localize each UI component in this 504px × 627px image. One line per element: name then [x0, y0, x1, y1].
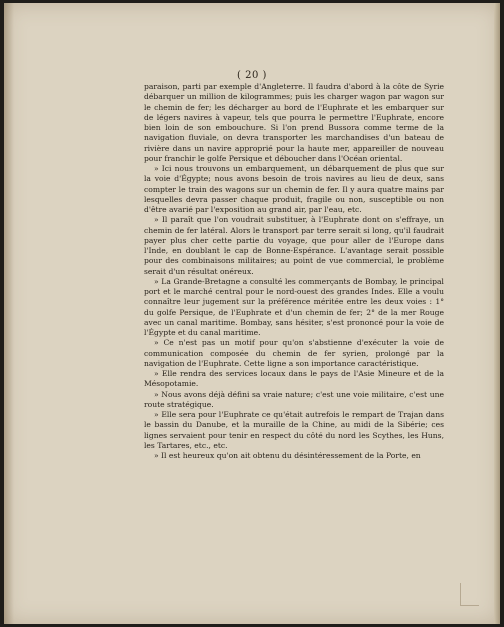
paragraph: » Ici nous trouvons un embarquement, un débarquement de plus que sur la voie d'Égypte; nous avons besoin de trois navires au lieu de deux, sans compter le train des wagons sur un chemin de fer. Il y aura quatre mains par lesquelles devra passer chaque produit, fragile ou non, susceptible ou non d'être avarié par l'exposition au grand air, par l'eau, etc. [144, 164, 444, 214]
body-text [144, 82, 444, 461]
page-edge [494, 3, 500, 624]
paragraph: paraison, parti par exemple d'Angleterre. Il faudra d'abord à la côte de Syrie débarquer un million de kilogrammes; puis les charger wagon par wagon sur le chemin de fer; les décharger au bord de l'Euphrate et les embarquer sur de légers navires à vapeur, tels que pourra le permettre l'Euphrate, encore bien loin de son embouchure. Si l'on prend Bussora comme terme de la navigation fluviale, on devra transporter les marchandises d'un bateau de rivière dans un navire approprié pour la haute mer, appareiller de nouveau pour franchir le golfe Persique et déboucher dans l'Océan oriental. [144, 82, 444, 163]
binding-shadow [4, 3, 14, 624]
paragraph: » Nous avons déjà défini sa vraie nature; c'est une voie militaire, c'est une route stratégique. [144, 389, 444, 409]
page-number: ( 20 ) [237, 70, 267, 81]
paragraph: » Elle sera pour l'Euphrate ce qu'était autrefois le rempart de Trajan dans le bassin du Danube, et la muraille de la Chine, au midi de la Sibérie; ces lignes servaient pour tenir en respect du côté du nord les Scythes, les Huns, les Tartares, etc., etc. [144, 410, 444, 450]
paragraph: » La Grande-Bretagne a consulté les commerçants de Bombay, le principal port et le marché central pour le nord-ouest des grandes Indes. Elle a voulu connaître leur jugement sur la préférence méritée entre les deux voies : 1° du golfe Persique, de l'Euphrate et d'un chemin de fer; 2° de la mer Rouge avec un canal maritime. Bombay, sans hésiter, s'est prononcé pour la voie de l'Égypte et du canal maritime. [144, 276, 444, 337]
paragraph: » Il paraît que l'on voudrait substituer, à l'Euphrate dont on s'effraye, un chemin de fer latéral. Alors le transport par terre serait si long, qu'il faudrait payer plus cher cette partie du voyage, que pour aller de l'Europe dans l'Inde, en doublant le cap de Bonne-Espérance. L'avantage serait possible pour des combinaisons militaires; au point de vue commercial, le problème serait d'un résultat onéreux. [144, 215, 444, 276]
paragraph: » Ce n'est pas un motif pour qu'on s'abstienne d'exécuter la voie de communication composée du chemin de fer syrien, prolongé par la navigation de l'Euphrate. Cette ligne a son importance caractéristique. [144, 338, 444, 368]
paragraph: » Il est heureux qu'on ait obtenu du désintéressement de la Porte, en [154, 451, 421, 460]
corner-mark [460, 583, 479, 606]
paragraph: » Elle rendra des services locaux dans le pays de l'Asie Mineure et de la Mésopotamie. [144, 369, 444, 389]
